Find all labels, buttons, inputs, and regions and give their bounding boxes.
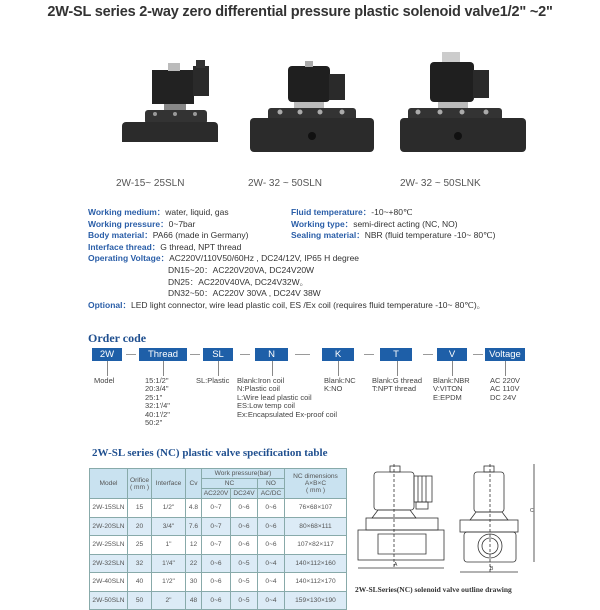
- cell-interface: 1'/2": [152, 573, 186, 592]
- col-header-no: NO: [258, 479, 285, 489]
- spec-label: Operating Voltage：: [88, 253, 170, 264]
- table-row: [90, 554, 347, 573]
- spec-label: Interface thread：: [88, 241, 161, 252]
- product-2w-32-50sln: [250, 52, 380, 192]
- header-text: NC dimensions: [293, 473, 338, 480]
- cell-cv: 22: [186, 554, 202, 573]
- cell-dc24v: 0~5: [231, 573, 258, 592]
- spec-table: [89, 468, 347, 610]
- spec-voltage-line: DN25：AC220V40VA, DC24V32W。: [168, 276, 309, 287]
- option-text: Blank:NBR: [433, 376, 470, 385]
- product-caption: 2W-15~ 25SLN: [116, 178, 185, 189]
- option-text: AC 110V: [490, 384, 520, 394]
- spec-value: LED light connector, wire lead plastic coil, ES /Ex coil (requires fluid temperature -10~ 80℃)。: [130, 299, 486, 310]
- header-formula: A×B×C: [304, 480, 327, 487]
- cell-ac220v: 0~7: [202, 517, 231, 536]
- spec-value: G thread, NPT thread: [160, 241, 242, 252]
- product-caption: 2W- 32 ~ 50SLNK: [400, 178, 481, 189]
- option-text: 15:1/2": [145, 376, 169, 385]
- valve-image-small: [120, 52, 230, 142]
- cell-no: 0~4: [258, 573, 285, 592]
- cell-dc24v: 0~6: [231, 536, 258, 555]
- cell-cv: 48: [186, 591, 202, 610]
- cell-model: 2W-20SLN: [90, 517, 128, 536]
- cell-interface: 2": [152, 591, 186, 610]
- order-box-thread: Thread: [139, 348, 187, 361]
- order-options-coil: [237, 377, 337, 419]
- col-header-dimensions: [285, 469, 347, 499]
- cell-orifice: 50: [128, 591, 152, 610]
- cell-orifice: 32: [128, 554, 152, 573]
- order-options-thread-type: [372, 377, 422, 394]
- product-gallery: [116, 52, 560, 192]
- col-header-cv: Cv: [186, 469, 202, 499]
- option-text: 20:3/4": [145, 384, 169, 394]
- spec-optional: [88, 300, 485, 312]
- outline-drawing: [356, 462, 546, 582]
- header-unit: ( mm ): [129, 483, 150, 491]
- option-text: T:NPT thread: [372, 384, 417, 394]
- cell-dims: 140×112×160: [285, 554, 347, 573]
- col-header-dc24v: DC24V: [231, 489, 258, 499]
- order-code-title: Order code: [88, 331, 147, 345]
- cell-ac220v: 0~7: [202, 536, 231, 555]
- cell-orifice: 20: [128, 517, 152, 536]
- table-row: [90, 517, 347, 536]
- cell-no: 0~6: [258, 536, 285, 555]
- spec-value: -10~+80℃: [371, 207, 413, 217]
- option-text: Blank:NC: [324, 376, 356, 385]
- valve-image-medium: [250, 52, 380, 152]
- cell-model: 2W-32SLN: [90, 554, 128, 573]
- product-caption: 2W- 32 ~ 50SLN: [248, 178, 323, 189]
- option-text: L:Wire lead plastic coil: [237, 392, 312, 402]
- order-options-voltage: [490, 377, 520, 402]
- cell-orifice: 40: [128, 573, 152, 592]
- option-text: Blank:Iron coil: [237, 376, 285, 385]
- spec-value: 0~7bar: [168, 218, 196, 229]
- option-text: 32:1'/4": [145, 401, 170, 411]
- cell-no: 0~4: [258, 591, 285, 610]
- spec-list-right: [291, 207, 495, 242]
- drawing-caption: 2W-SLSeries(NC) solenoid valve outline drawing: [355, 585, 512, 594]
- dash-divider: [126, 354, 136, 355]
- order-box-thread-type: T: [380, 348, 412, 361]
- header-unit: ( mm ): [305, 487, 326, 494]
- spec-operating-voltage: [88, 253, 485, 265]
- order-options-material: [196, 377, 229, 385]
- cell-cv: 4.8: [186, 499, 202, 518]
- spec-value: AC220V/110V50/60Hz , DC24/12V, IP65 H degree: [169, 253, 360, 264]
- cell-interface: 3/4": [152, 517, 186, 536]
- cell-ac220v: 0~6: [202, 573, 231, 592]
- order-box-nc-no: K: [322, 348, 354, 361]
- connector-line: [397, 361, 398, 376]
- option-text: Ex:Encapsulated Ex-proof coil: [237, 409, 338, 419]
- cell-cv: 7.6: [186, 517, 202, 536]
- col-header-work-pressure: Work pressure(bar): [202, 469, 285, 479]
- order-options-seal: [433, 377, 470, 402]
- order-box-material: SL: [203, 348, 233, 361]
- cell-orifice: 15: [128, 499, 152, 518]
- cell-dc24v: 0~5: [231, 591, 258, 610]
- option-text: Blank:G thread: [372, 376, 423, 385]
- cell-cv: 12: [186, 536, 202, 555]
- cell-dims: 140×112×170: [285, 573, 347, 592]
- spec-value: water, liquid, gas: [165, 207, 229, 217]
- col-header-acdc: AC/DC: [258, 489, 285, 499]
- cell-orifice: 25: [128, 536, 152, 555]
- cell-model: 2W-50SLN: [90, 591, 128, 610]
- page-title: 2W-SL series 2-way zero differential pressure plastic solenoid valve1/2" ~2": [47, 4, 553, 20]
- table-row: [90, 536, 347, 555]
- col-header-interface: Interface: [152, 469, 186, 499]
- spec-label: Optional：: [88, 299, 131, 310]
- dim-label-c: C: [530, 508, 534, 514]
- option-text: ES:Low temp coil: [237, 401, 295, 411]
- cell-ac220v: 0~6: [202, 554, 231, 573]
- order-box-coil: N: [255, 348, 288, 361]
- spec-label: Body material：: [88, 230, 153, 241]
- option-text: AC 220V: [490, 376, 521, 385]
- spec-interface-thread: [88, 242, 485, 254]
- cell-dc24v: 0~6: [231, 517, 258, 536]
- col-header-ac220v: AC220V: [202, 489, 231, 499]
- order-box-voltage: Voltage: [485, 348, 525, 361]
- dash-divider: [423, 354, 433, 355]
- cell-interface: 1": [152, 536, 186, 555]
- option-text: SL:Plastic: [196, 376, 230, 385]
- spec-label: Working pressure：: [88, 218, 169, 229]
- header-text: Orifice: [129, 476, 150, 484]
- order-options-model: [94, 377, 114, 385]
- valve-image-large: [400, 52, 540, 152]
- dash-divider: [473, 354, 483, 355]
- cell-model: 2W-15SLN: [90, 499, 128, 518]
- product-2w-15-25sln: [116, 52, 230, 192]
- dim-label-b: B: [490, 566, 494, 572]
- connector-line: [272, 361, 273, 376]
- dash-divider: [364, 354, 374, 355]
- col-header-orifice: [128, 469, 152, 499]
- spec-table-title: 2W-SL series (NC) plastic valve specification table: [92, 447, 328, 459]
- option-text: E:EPDM: [433, 392, 462, 402]
- connector-line: [218, 361, 219, 376]
- option-text: 25:1": [145, 392, 163, 402]
- cell-dc24v: 0~5: [231, 554, 258, 573]
- option-text: K:NO: [324, 384, 343, 394]
- option-text: V:VITON: [433, 384, 463, 394]
- order-box-model: 2W: [92, 348, 122, 361]
- col-header-model: Model: [90, 469, 128, 499]
- valve-outline-svg: [356, 462, 546, 582]
- spec-voltage-line: DN15~20：AC220V20VA, DC24V20W: [168, 264, 315, 275]
- cell-interface: 1'/4": [152, 554, 186, 573]
- cell-dims: 76×68×107: [285, 499, 347, 518]
- option-text: N:Plastic coil: [237, 384, 280, 394]
- cell-model: 2W-25SLN: [90, 536, 128, 555]
- connector-line: [452, 361, 453, 376]
- dim-label-a: A: [394, 562, 398, 568]
- order-options-nc-no: [324, 377, 356, 394]
- spec-label: Working medium：: [88, 207, 166, 217]
- spec-voltage-line: DN32~50：AC220V 30VA , DC24V 38W: [168, 288, 321, 299]
- cell-ac220v: 0~7: [202, 499, 231, 518]
- cell-no: 0~4: [258, 554, 285, 573]
- cell-no: 0~6: [258, 517, 285, 536]
- order-options-thread: [145, 377, 170, 427]
- dash-divider: [295, 354, 310, 355]
- spec-value: NBR (fluid temperature -10~ 80℃): [364, 230, 496, 241]
- option-text: Model: [94, 376, 115, 385]
- cell-model: 2W-40SLN: [90, 573, 128, 592]
- spec-working-type: [291, 219, 495, 231]
- connector-line: [107, 361, 108, 376]
- connector-line: [163, 361, 164, 376]
- spec-label: Sealing material：: [291, 230, 365, 241]
- dash-divider: [240, 354, 250, 355]
- spec-label: Working type：: [291, 218, 354, 229]
- cell-interface: 1/2": [152, 499, 186, 518]
- cell-no: 0~6: [258, 499, 285, 518]
- cell-dc24v: 0~6: [231, 499, 258, 518]
- cell-dims: 80×68×111: [285, 517, 347, 536]
- spec-sealing-material: [291, 230, 495, 242]
- cell-dims: 107×82×117: [285, 536, 347, 555]
- option-text: 50:2": [145, 418, 163, 428]
- col-header-nc: NC: [202, 479, 258, 489]
- spec-label: Fluid temperature：: [291, 207, 372, 217]
- table-row: [90, 499, 347, 518]
- table-row: [90, 573, 347, 592]
- dash-divider: [190, 354, 200, 355]
- table-row: [90, 591, 347, 610]
- order-box-seal: V: [437, 348, 467, 361]
- connector-line: [505, 361, 506, 376]
- spec-value: PA66 (made in Germany): [152, 230, 249, 241]
- cell-ac220v: 0~6: [202, 591, 231, 610]
- cell-cv: 30: [186, 573, 202, 592]
- option-text: 40:1'/2": [145, 409, 170, 419]
- cell-dims: 159×130×190: [285, 591, 347, 610]
- spec-fluid-temperature: [291, 207, 495, 219]
- connector-line: [338, 361, 339, 376]
- product-2w-32-50slnk: [400, 52, 540, 192]
- option-text: DC 24V: [490, 392, 517, 402]
- spec-value: semi-direct acting (NC, NO): [353, 218, 458, 229]
